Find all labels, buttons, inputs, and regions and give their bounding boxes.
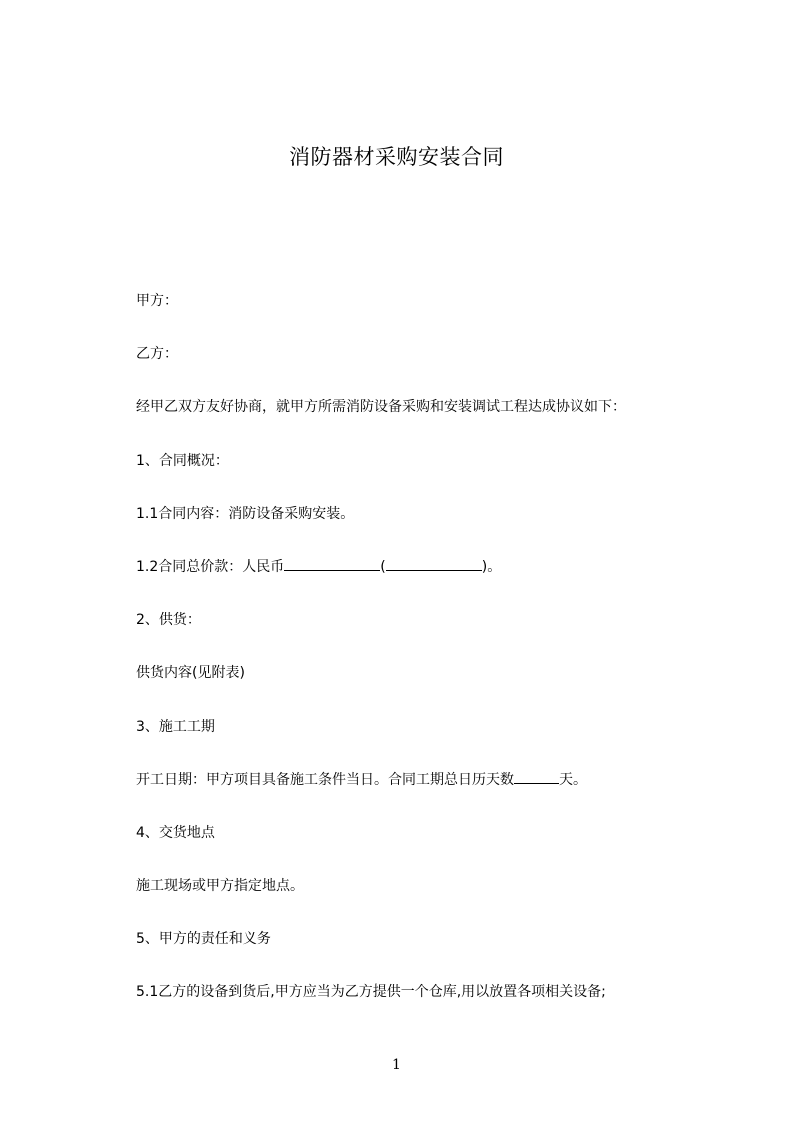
delivery-place-line: 施工现场或甲方指定地点。 [136, 878, 304, 895]
document-title: 消防器材采购安装合同 [289, 145, 504, 169]
schedule-prefix: 开工日期：甲方项目具备施工条件当日。合同工期总日历天数 [136, 771, 514, 788]
section-4-heading: 4、交货地点 [136, 824, 215, 841]
section-3-heading: 3、施工工期 [136, 718, 215, 735]
party-b-line: 乙方： [136, 346, 178, 363]
clause-1-2-open-paren: ( [380, 558, 386, 575]
clause-1-2-prefix: 1.2合同总价款：人民币 [136, 558, 285, 575]
intro-paragraph: 经甲乙双方友好协商，就甲方所需消防设备采购和安装调试工程达成协议如下： [136, 399, 626, 416]
party-a-line: 甲方： [136, 293, 178, 309]
clause-1-2-close-paren: )。 [481, 558, 502, 575]
clause-1-2 [136, 554, 736, 580]
duration-days-blank [514, 768, 559, 784]
section-2-heading: 2、供货： [136, 612, 201, 629]
price-amount-blank [284, 555, 380, 571]
supply-content-line: 供货内容(见附表) [136, 665, 245, 682]
clause-1-1: 1.1合同内容：消防设备采购安装。 [136, 505, 355, 522]
document-body [136, 288, 736, 1033]
schedule-line [136, 767, 736, 793]
page-number: 1 [392, 1057, 401, 1073]
section-1-heading: 1、合同概况： [136, 452, 229, 469]
schedule-suffix: 天。 [559, 771, 587, 788]
price-words-blank [386, 555, 482, 571]
section-5-heading: 5、甲方的责任和义务 [136, 931, 271, 948]
clause-5-1: 5.1乙方的设备到货后,甲方应当为乙方提供一个仓库,用以放置各项相关设备; [136, 984, 606, 1001]
